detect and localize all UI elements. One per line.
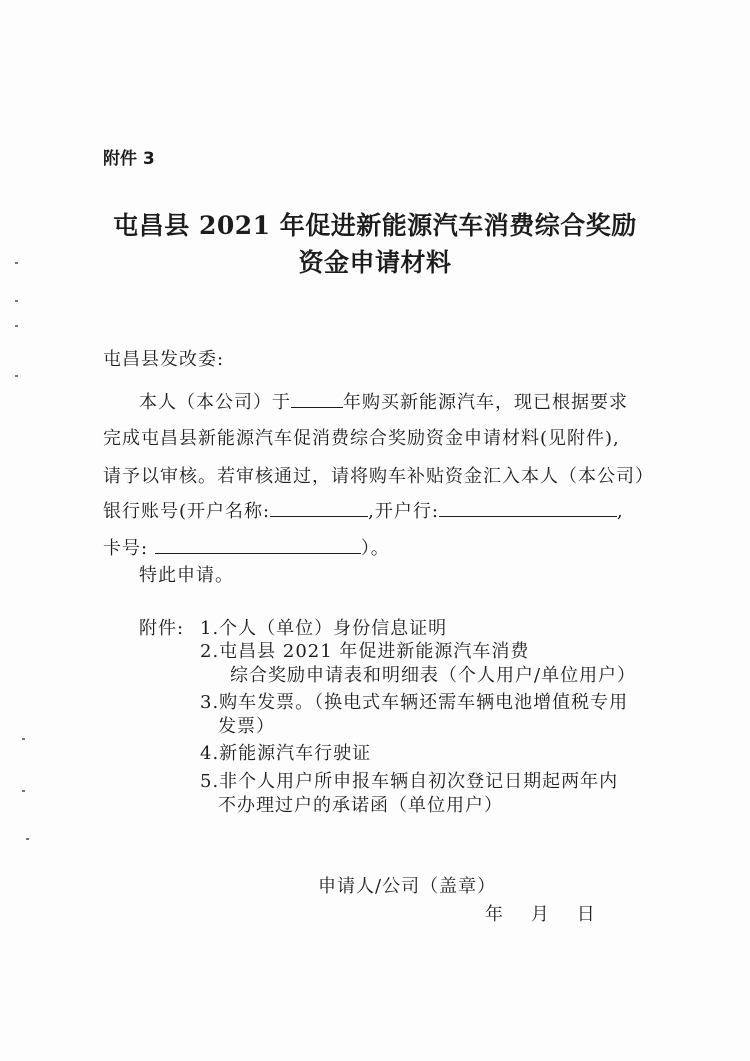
closing-line: 特此申请。 <box>139 565 234 586</box>
scan-speck <box>22 790 25 792</box>
document-title-line2: 资金申请材料 <box>298 248 452 277</box>
paragraph-line-3: 请予以审核。若审核通过，请将购车补贴资金汇入本人（本公司） <box>103 466 654 487</box>
paragraph-line-2: 完成屯昌县新能源汽车促消费综合奖励资金申请材料(见附件), <box>103 428 620 449</box>
account-name-blank <box>270 498 368 517</box>
paragraph-text: 年购买新能源汽车，现已根据要求 <box>343 392 628 413</box>
attachments-label: 附件: <box>139 618 185 639</box>
paragraph-line-4 <box>103 498 624 524</box>
paragraph-text: 卡号: <box>103 538 149 559</box>
paragraph-text: ,开户行: <box>368 501 439 522</box>
document-title-line1: 屯昌县 2021 年促进新能源汽车消费综合奖励 <box>113 211 637 240</box>
paragraph-line-1 <box>139 389 628 415</box>
attachment-item-5: 5.非个人用户所申报车辆自初次登记日期起两年内 <box>200 771 619 792</box>
scan-speck <box>26 838 29 840</box>
attachment-item-1: 1.个人（单位）身份信息证明 <box>200 618 448 639</box>
attachment-item-2: 2.屯昌县 2021 年促进新能源汽车消费 <box>200 641 530 662</box>
year-blank <box>291 389 343 408</box>
attachment-item-5-cont: 不办理过户的承诺函（单位用户） <box>218 795 503 816</box>
attachment-item-2-cont: 综合奖励申请表和明细表（个人用户/单位用户） <box>230 665 637 686</box>
attachment-item-4: 4.新能源汽车行驶证 <box>200 743 372 764</box>
salutation: 屯昌县发改委: <box>103 349 225 370</box>
card-number-blank <box>155 535 361 554</box>
applicant-signature: 申请人/公司（盖章） <box>318 876 497 897</box>
paragraph-text: 本人（本公司）于 <box>139 392 291 413</box>
paragraph-line-5 <box>103 535 390 561</box>
paragraph-text: ）。 <box>360 538 390 559</box>
paragraph-text: 银行账号(开户名称: <box>103 501 271 522</box>
date-line: 年 月 日 <box>485 904 596 925</box>
attachment-number: 附件 3 <box>103 149 155 169</box>
bank-name-blank <box>439 498 617 517</box>
scan-speck <box>15 300 18 302</box>
scan-speck <box>15 375 18 377</box>
scan-speck <box>15 325 18 327</box>
paragraph-text: , <box>616 501 624 522</box>
attachment-item-3: 3.购车发票。（换电式车辆还需车辆电池增值税专用 <box>200 692 629 713</box>
attachment-item-3-cont: 发票） <box>218 716 275 737</box>
scan-speck <box>22 738 25 740</box>
